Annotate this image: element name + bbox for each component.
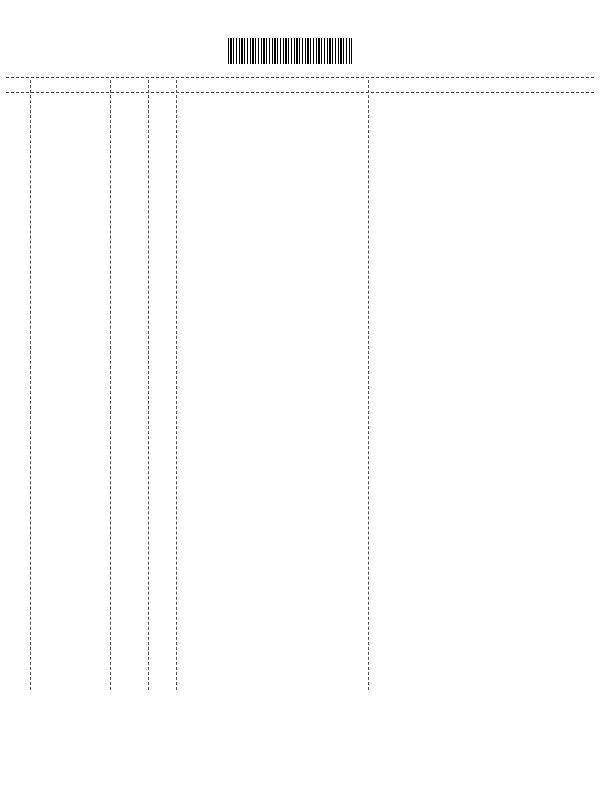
col-divider: [176, 80, 177, 690]
col-divider: [110, 80, 111, 690]
col-divider: [148, 80, 149, 690]
col-divider: [30, 80, 31, 690]
header-top-line: [6, 77, 594, 78]
header-bottom-line: [6, 92, 594, 93]
col-divider: [368, 80, 369, 690]
barcode: [228, 38, 352, 64]
